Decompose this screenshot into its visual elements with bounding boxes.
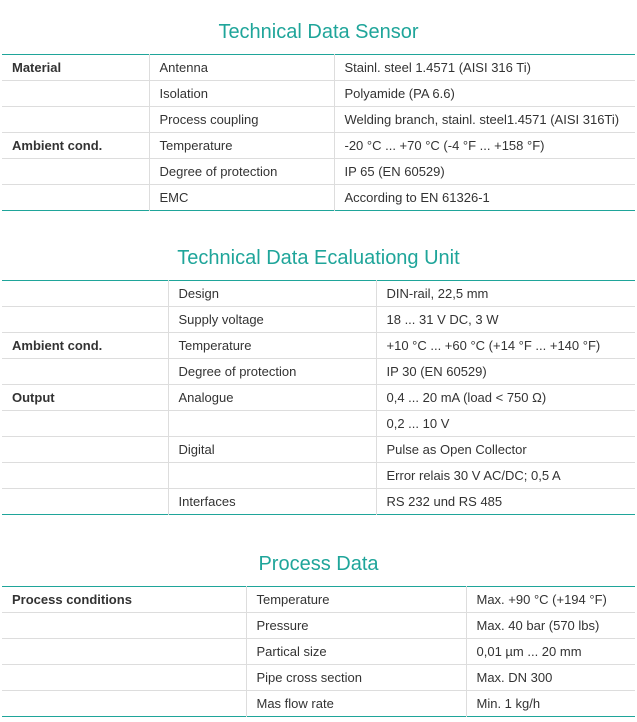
group-label: Ambient cond. xyxy=(2,133,149,159)
parameter-label: Digital xyxy=(168,437,376,463)
group-label xyxy=(2,307,168,333)
parameter-label: Pipe cross section xyxy=(246,665,466,691)
parameter-label: Pressure xyxy=(246,613,466,639)
group-label xyxy=(2,185,149,211)
parameter-label: EMC xyxy=(149,185,334,211)
group-label: Output xyxy=(2,385,168,411)
table-row xyxy=(2,185,635,211)
parameter-label: Temperature xyxy=(246,587,466,613)
table-row xyxy=(2,385,635,411)
parameter-value: Stainl. steel 1.4571 (AISI 316 Ti) xyxy=(334,55,635,81)
group-label xyxy=(2,281,168,307)
table-row xyxy=(2,133,635,159)
table-row xyxy=(2,359,635,385)
parameter-label: Process coupling xyxy=(149,107,334,133)
table-row xyxy=(2,55,635,81)
group-label xyxy=(2,107,149,133)
group-label xyxy=(2,159,149,185)
parameter-label: Temperature xyxy=(149,133,334,159)
parameter-label: Isolation xyxy=(149,81,334,107)
section-title-sensor: Technical Data Sensor xyxy=(218,21,419,43)
group-label xyxy=(2,359,168,385)
table-row xyxy=(2,411,635,437)
parameter-label: Degree of protection xyxy=(149,159,334,185)
parameter-label: Supply voltage xyxy=(168,307,376,333)
table-row xyxy=(2,463,635,489)
sensor-table xyxy=(2,54,635,211)
table-row xyxy=(2,281,635,307)
group-label xyxy=(2,489,168,515)
parameter-label xyxy=(168,463,376,489)
parameter-value: 0,4 ... 20 mA (load < 750 Ω) xyxy=(376,385,635,411)
table-row xyxy=(2,691,635,717)
parameter-label: Design xyxy=(168,281,376,307)
group-label xyxy=(2,613,246,639)
group-label xyxy=(2,691,246,717)
table-row xyxy=(2,437,635,463)
parameter-value: 0,01 µm ... 20 mm xyxy=(466,639,635,665)
parameter-value: Max. 40 bar (570 lbs) xyxy=(466,613,635,639)
parameter-label: Interfaces xyxy=(168,489,376,515)
parameter-value: Polyamide (PA 6.6) xyxy=(334,81,635,107)
table-row xyxy=(2,613,635,639)
parameter-label: Temperature xyxy=(168,333,376,359)
process-data-table xyxy=(2,586,635,717)
table-row xyxy=(2,665,635,691)
table-row xyxy=(2,107,635,133)
table-row xyxy=(2,81,635,107)
table-row xyxy=(2,159,635,185)
parameter-value: IP 65 (EN 60529) xyxy=(334,159,635,185)
table-row xyxy=(2,307,635,333)
evaluation-unit-table xyxy=(2,280,635,515)
table-row xyxy=(2,489,635,515)
section-title-evaluation-unit: Technical Data Ecaluationg Unit xyxy=(177,247,460,269)
parameter-value: Max. DN 300 xyxy=(466,665,635,691)
parameter-value: Min. 1 kg/h xyxy=(466,691,635,717)
parameter-value: DIN-rail, 22,5 mm xyxy=(376,281,635,307)
parameter-value: +10 °C ... +60 °C (+14 °F ... +140 °F) xyxy=(376,333,635,359)
parameter-value: According to EN 61326-1 xyxy=(334,185,635,211)
parameter-label: Antenna xyxy=(149,55,334,81)
parameter-value: RS 232 und RS 485 xyxy=(376,489,635,515)
group-label: Ambient cond. xyxy=(2,333,168,359)
group-label: Process conditions xyxy=(2,587,246,613)
parameter-value: Welding branch, stainl. steel1.4571 (AISI 316Ti) xyxy=(334,107,635,133)
group-label xyxy=(2,463,168,489)
group-label xyxy=(2,411,168,437)
parameter-label: Degree of protection xyxy=(168,359,376,385)
parameter-value: Max. +90 °C (+194 °F) xyxy=(466,587,635,613)
parameter-value: IP 30 (EN 60529) xyxy=(376,359,635,385)
table-row xyxy=(2,333,635,359)
parameter-value: 0,2 ... 10 V xyxy=(376,411,635,437)
parameter-label xyxy=(168,411,376,437)
parameter-value: Pulse as Open Collector xyxy=(376,437,635,463)
parameter-label: Mas flow rate xyxy=(246,691,466,717)
group-label xyxy=(2,639,246,665)
parameter-label: Analogue xyxy=(168,385,376,411)
parameter-label: Partical size xyxy=(246,639,466,665)
group-label xyxy=(2,437,168,463)
group-label xyxy=(2,81,149,107)
parameter-value: Error relais 30 V AC/DC; 0,5 A xyxy=(376,463,635,489)
table-row xyxy=(2,639,635,665)
parameter-value: -20 °C ... +70 °C (-4 °F ... +158 °F) xyxy=(334,133,635,159)
group-label xyxy=(2,665,246,691)
parameter-value: 18 ... 31 V DC, 3 W xyxy=(376,307,635,333)
section-title-process-data: Process Data xyxy=(258,553,379,575)
table-row xyxy=(2,587,635,613)
group-label: Material xyxy=(2,55,149,81)
